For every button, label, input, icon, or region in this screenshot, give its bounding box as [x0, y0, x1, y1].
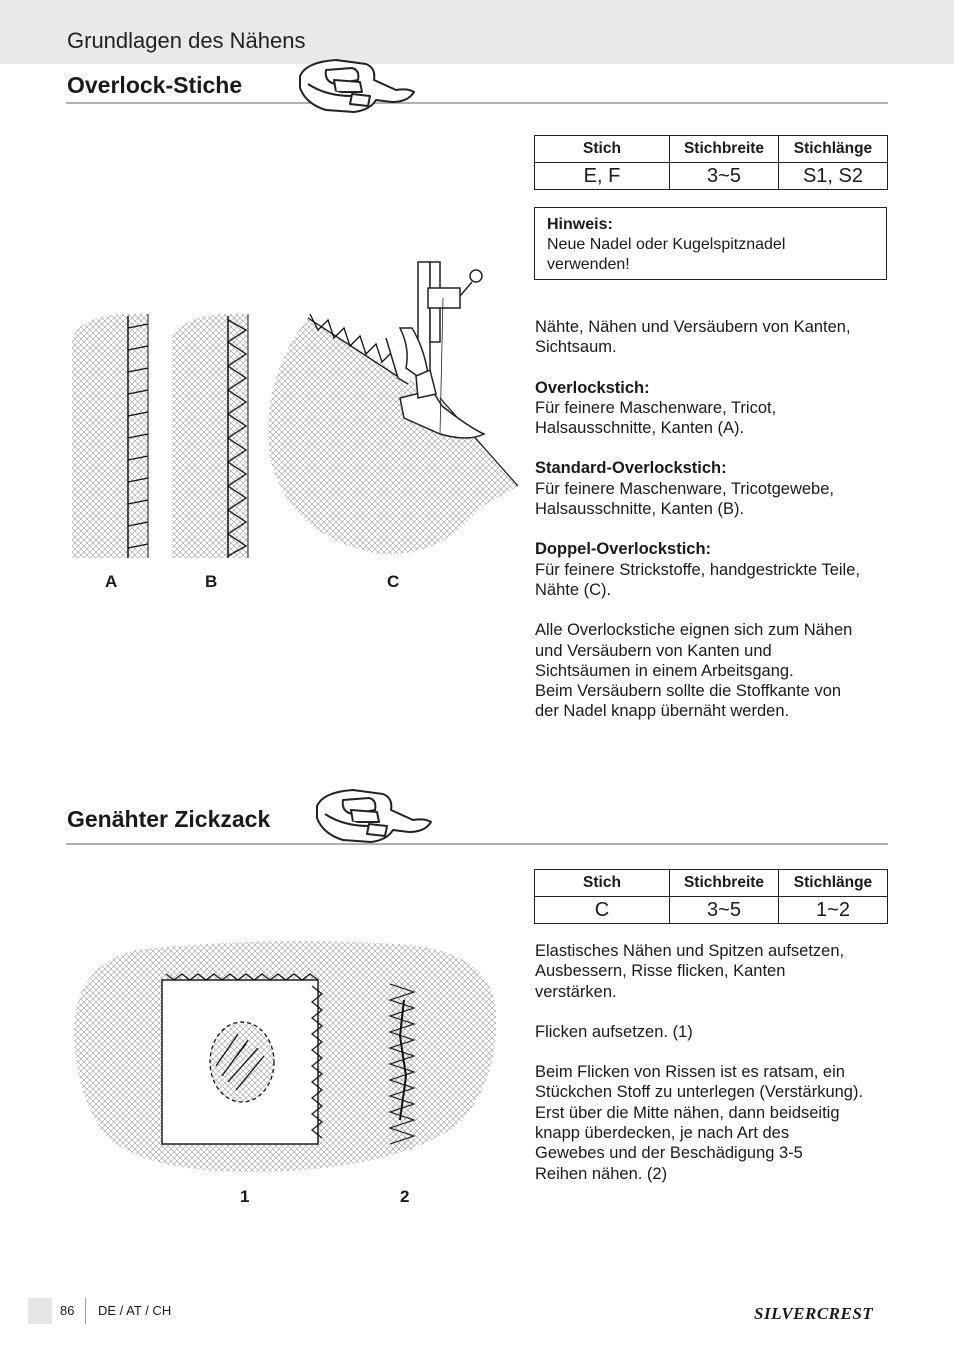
table-header-stichlaenge: Stichlänge [779, 136, 888, 163]
figure-label-c: C [387, 572, 400, 591]
para-line: Beim Flicken von Rissen ist es ratsam, ein [535, 1063, 845, 1082]
table-header-stichbreite: Stichbreite [670, 136, 779, 163]
para-line: Erst über die Mitte nähen, dann beidseitig [535, 1103, 840, 1122]
figure-label-a: A [105, 572, 118, 591]
item-text: Halsausschnitte, Kanten (B). [535, 500, 745, 519]
table-cell-stichlaenge: 1~2 [779, 897, 888, 924]
zigzag-patch-illustration [66, 936, 502, 1178]
footer-marker [28, 1298, 52, 1324]
footer-language: DE / AT / CH [98, 1303, 172, 1318]
overlock-description [535, 317, 915, 742]
closing-line: und Versäubern von Kanten und [535, 641, 772, 660]
section-rule [66, 843, 888, 845]
presser-foot-icon [312, 786, 436, 848]
para-line: verstärken. [535, 982, 617, 1001]
item-heading: Doppel-Overlockstich: [535, 540, 712, 559]
presser-foot-icon [296, 56, 418, 118]
section-title-overlock: Overlock-Stiche [67, 72, 243, 98]
para-line: Gewebes und der Beschädigung 3-5 [535, 1144, 803, 1163]
closing-line: Beim Versäubern sollte die Stoffkante von [535, 682, 842, 701]
item-text: Für feinere Maschenware, Tricot, [535, 398, 777, 417]
para-line: knapp überdecken, je nach Art des [535, 1124, 790, 1143]
footer-divider [85, 1298, 86, 1324]
note-text-2: verwenden! [547, 256, 630, 273]
item-text: Nähte (C). [535, 580, 612, 599]
overlock-stitch-illustration [60, 258, 522, 570]
para-line: Ausbessern, Risse flicken, Kanten [535, 962, 786, 981]
section-rule [66, 102, 888, 104]
page-header-title: Grundlagen des Nähens [67, 28, 306, 53]
zickzack-description [535, 941, 915, 1204]
para-line: Reihen nähen. (2) [535, 1164, 668, 1183]
brand-logo: SILVERCREST [754, 1304, 874, 1323]
closing-line: Alle Overlockstiche eignen sich zum Nähen [535, 621, 853, 640]
note-label: Hinweis: [547, 216, 613, 233]
intro-line: Sichtsaum. [535, 338, 617, 357]
item-heading: Overlockstich: [535, 378, 650, 397]
table-header-stichlaenge: Stichlänge [779, 870, 888, 897]
note-box [534, 207, 887, 280]
para-line: Flicken aufsetzen. (1) [535, 1022, 693, 1041]
note-text-1: Neue Nadel oder Kugelspitznadel [547, 236, 786, 253]
para-line: Elastisches Nähen und Spitzen aufsetzen, [535, 942, 845, 960]
table-header-stich: Stich [535, 136, 670, 163]
table-cell-stich: E, F [535, 163, 670, 190]
closing-line: Sichtsäumen in einem Arbeitsgang. [535, 661, 794, 680]
table-cell-stich: C [535, 897, 670, 924]
item-text: Für feinere Maschenware, Tricotgewebe, [535, 479, 834, 498]
table-cell-stichlaenge: S1, S2 [779, 163, 888, 190]
stitch-table-2 [534, 869, 888, 924]
item-heading: Standard-Overlockstich: [535, 459, 727, 478]
figure-label-1: 1 [240, 1187, 250, 1206]
closing-line: der Nadel knapp übernäht werden. [535, 702, 790, 721]
table-header-stich: Stich [535, 870, 670, 897]
table-cell-stichbreite: 3~5 [670, 163, 779, 190]
section-title-zickzack: Genähter Zickzack [67, 806, 271, 832]
table-header-stichbreite: Stichbreite [670, 870, 779, 897]
item-text: Für feinere Strickstoffe, handgestrickte Teile, [535, 560, 860, 579]
para-line: Stückchen Stoff zu unterlegen (Verstärkung). [535, 1083, 864, 1102]
figure-label-b: B [205, 572, 218, 591]
intro-line: Nähte, Nähen und Versäubern von Kanten, [535, 318, 851, 336]
item-text: Halsausschnitte, Kanten (A). [535, 419, 745, 438]
page-number: 86 [60, 1303, 75, 1318]
stitch-table-1 [534, 135, 888, 190]
table-cell-stichbreite: 3~5 [670, 897, 779, 924]
figure-label-2: 2 [400, 1187, 410, 1206]
